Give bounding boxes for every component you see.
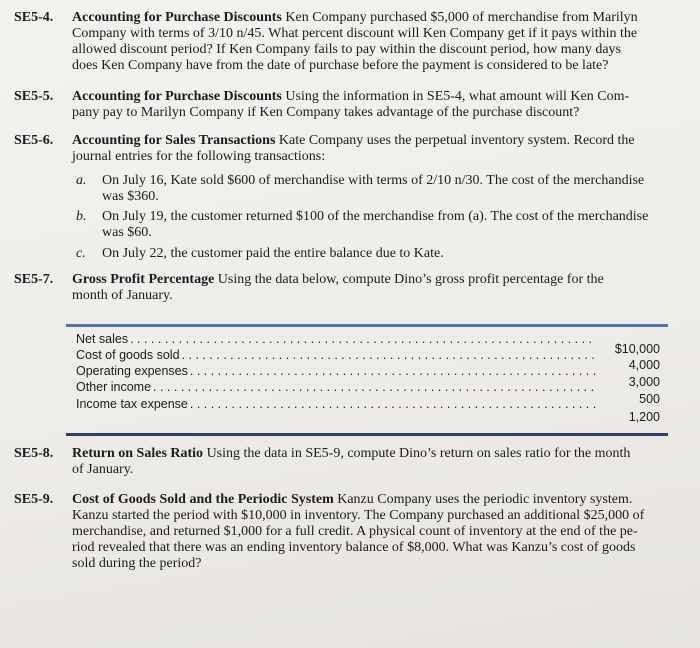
exercise-se5-8 [14, 446, 690, 480]
table-row-value: 4,000 [628, 358, 660, 372]
sub-item-letter: b. [76, 209, 87, 224]
exercise-title: Accounting for Purchase Discounts [72, 89, 282, 104]
exercise-text-line: Using the information in SE5-4, what amount will Ken Com- [285, 89, 630, 104]
exercise-text-line: Using the data below, compute Dino’s gross profit percentage for the [217, 272, 604, 287]
exercise-text-line: pany pay to Marilyn Company if Ken Company takes advantage of the purchase discount? [72, 105, 580, 120]
table-row-label: Net sales . . . [76, 332, 596, 347]
sub-item-b [76, 209, 686, 243]
sub-item-letter: a. [76, 173, 87, 188]
exercise-text-line: Ken Company purchased $5,000 of merchandise from Marilyn [285, 10, 638, 25]
sub-item-line: was $60. [102, 225, 152, 240]
table-row-label: Income tax expense . . . [76, 397, 596, 412]
table-row-value: 3,000 [628, 375, 660, 389]
exercise-title: Return on Sales Ratio [72, 446, 204, 461]
sub-item-line: On July 22, the customer paid the entire balance due to Kate. [102, 246, 444, 261]
sub-item-letter: c. [76, 246, 86, 261]
exercise-number: SE5-8. [14, 446, 54, 461]
exercise-number: SE5-6. [14, 133, 54, 148]
exercise-number: SE5-4. [14, 10, 54, 25]
table-row-value: $10,000 [614, 342, 660, 356]
exercise-text-line: merchandise, and returned $1,000 for a full credit. A physical count of inventory at the end of the pe- [72, 524, 638, 539]
exercise-text-line: journal entries for the following transactions: [72, 149, 326, 164]
exercise-title: Accounting for Purchase Discounts [72, 10, 282, 25]
exercise-text-line: month of January. [72, 288, 173, 303]
table-row-value: 1,200 [628, 410, 660, 424]
exercise-number: SE5-7. [14, 272, 54, 287]
exercise-number: SE5-5. [14, 89, 54, 104]
exercise-text-line: allowed discount period? If Ken Company fails to pay within the discount period, how many days [72, 42, 622, 57]
exercise-title: Gross Profit Percentage [72, 272, 215, 287]
exercise-se5-7 [14, 272, 690, 306]
sub-item-line: On July 16, Kate sold $600 of merchandise with terms of 2/10 n/30. The cost of the merchandise [102, 173, 645, 188]
exercise-text-line: Kate Company uses the perpetual inventory system. Record the [278, 133, 635, 148]
table-row-label: Operating expenses . . . [76, 364, 596, 379]
income-data-table [66, 324, 668, 436]
exercise-text-line: Kanzu started the period with $10,000 in inventory. The Company purchased an additional $25,000 of [72, 508, 645, 523]
sub-item-a [76, 173, 686, 207]
sub-item-line: was $360. [102, 189, 159, 204]
table-row-label: Other income . . . [76, 380, 596, 395]
exercise-text-line: Company with terms of 3/10 n/45. What percent discount will Ken Company get if it pays within the [72, 26, 638, 41]
exercise-text-line: sold during the period? [72, 556, 202, 571]
sub-item-c [76, 246, 686, 264]
exercise-se5-5 [14, 89, 690, 123]
sub-item-line: On July 19, the customer returned $100 of the merchandise from (a). The cost of the merchandise [102, 209, 649, 224]
table-row-label: Cost of goods sold . . . [76, 348, 596, 363]
table-bottom-rule [66, 433, 668, 436]
exercise-title: Accounting for Sales Transactions [72, 133, 276, 148]
exercise-title: Cost of Goods Sold and the Periodic System [72, 492, 334, 507]
exercise-se5-9 [14, 492, 690, 582]
table-row-value: 500 [639, 392, 660, 406]
exercise-number: SE5-9. [14, 492, 54, 507]
exercise-text-line: Using the data in SE5-9, compute Dino’s return on sales ratio for the month [206, 446, 631, 461]
table-top-rule [66, 324, 668, 327]
exercise-text-line: of January. [72, 462, 134, 477]
exercise-se5-6 [14, 133, 690, 167]
exercise-se5-4 [14, 10, 690, 76]
exercise-text-line: does Ken Company have from the date of purchase before the payment is considered to be late? [72, 58, 609, 73]
exercise-text-line: riod revealed that there was an ending inventory balance of $8,000. What was Kanzu’s cost of goods [72, 540, 636, 555]
exercise-text-line: Kanzu Company uses the periodic inventory system. [337, 492, 633, 507]
